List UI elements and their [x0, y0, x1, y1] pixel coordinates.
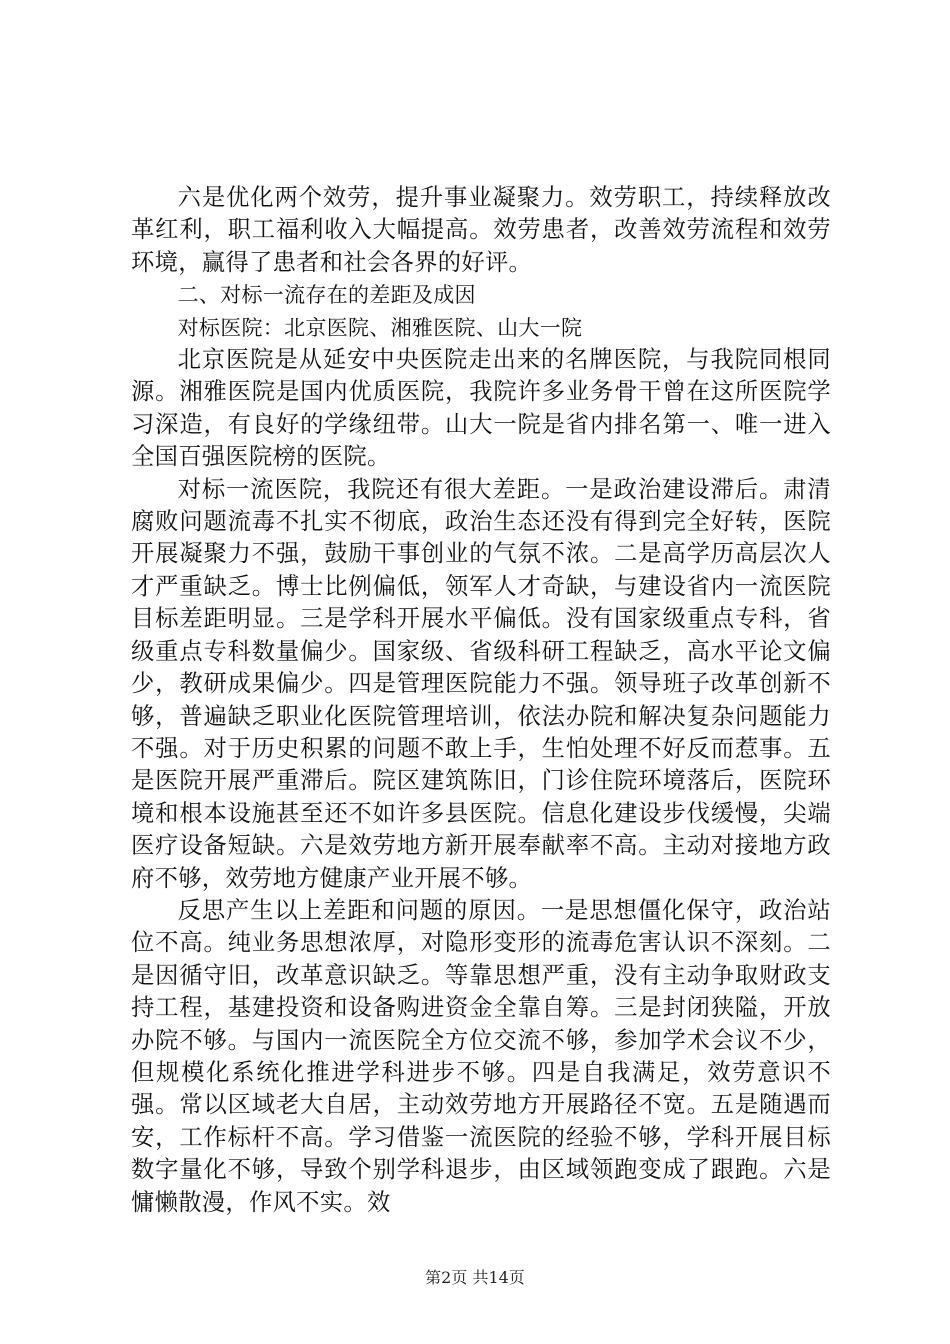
benchmark-hospitals-line: 对标医院：北京医院、湘雅医院、山大一院 — [177, 315, 583, 340]
paragraph-causes: 反思产生以上差距和问题的原因。一是思想僵化保守，政治站位不高。纯业务思想浓厚，对隐形变形的流毒危害认识不深刻。二是因循守旧，改革意识缺乏。等靠思想严重，没有主动争取财政支持工程，基建投资和设备购进资金全靠自筹。三是封闭狭隘，开放办院不够。与国内一流医院全方位交流不够，参加学术会议不少，但规模化系统化推进学科进步不够。四是自我满足，效劳意识不强。常以区域老大自居，主动效劳地方开展路径不宽。五是随遇而安，工作标杆不高。学习借鉴一流医院的经验不够，学科开展目标数字量化不够，导致个别学科退步，由区域领跑变成了跟跑。六是慵懒散漫，作风不实。效 — [131, 896, 831, 1216]
section-heading-gaps-and-causes: 二、对标一流存在的差距及成因 — [177, 283, 476, 308]
paragraph-service-optimization: 六是优化两个效劳，提升事业凝聚力。效劳职工，持续释放改革红利，职工福利收入大幅提高。效劳患者，改善效劳流程和效劳环境，赢得了患者和社会各界的好评。 — [131, 184, 831, 276]
page-number-footer: 第2页 共14页 — [425, 1268, 525, 1287]
document-body — [131, 182, 831, 1219]
paragraph-gaps: 对标一流医院，我院还有很大差距。一是政治建设滞后。肃清腐败问题流毒不扎实不彻底，政治生态还没有得到完全好转，医院开展凝聚力不强，鼓励干事创业的气氛不浓。二是高学历高层次人才严重缺乏。博士比例偏低，领军人才奇缺，与建设省内一流医院目标差距明显。三是学科开展水平偏低。没有国家级重点专科，省级重点专科数量偏少。国家级、省级科研工程缺乏，高水平论文偏少，教研成果偏少。四是管理医院能力不强。领导班子改革创新不够，普遍缺乏职业化医院管理培训，依法办院和解决复杂问题能力不强。对于历史积累的问题不敢上手，生怕处理不好反而惹事。五是医院开展严重滞后。院区建筑陈旧，门诊住院环境落后，医院环境和根本设施甚至还不如许多县医院。信息化建设步伐缓慢，尖端医疗设备短缺。六是效劳地方新开展奉献率不高。主动对接地方政府不够，效劳地方健康产业开展不够。 — [131, 475, 831, 892]
paragraph-benchmark-hospitals: 北京医院是从延安中央医院走出来的名牌医院，与我院同根同源。湘雅医院是国内优质医院，我院许多业务骨干曾在这所医院学习深造，有良好的学缘纽带。山大一院是省内排名第一、唯一进入全国百强医院榜的医院。 — [131, 346, 831, 471]
